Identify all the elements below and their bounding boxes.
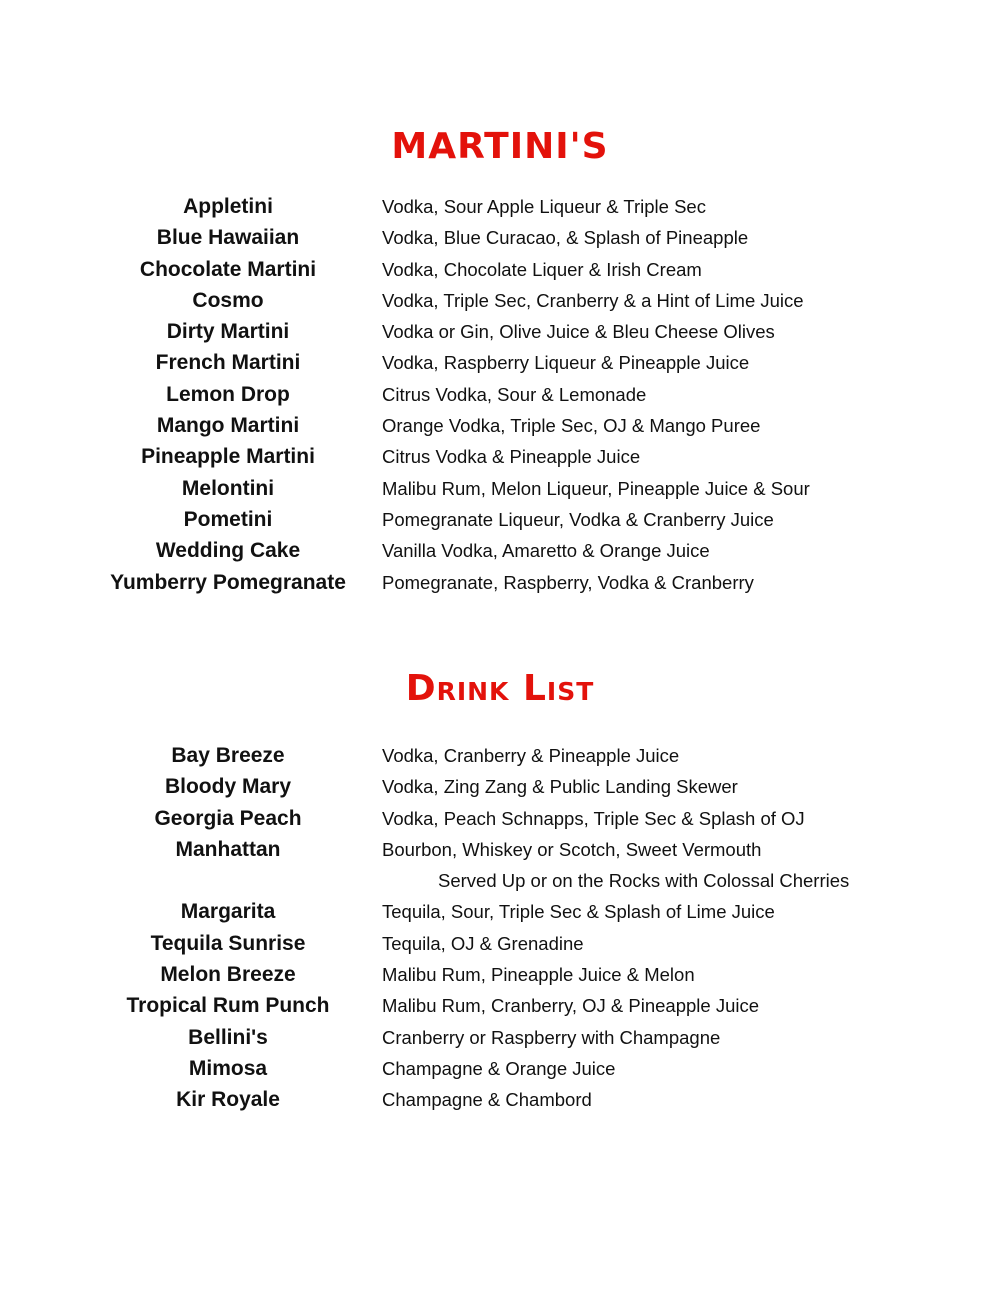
- menu-item: [0, 379, 1000, 410]
- drink-description: Tequila, OJ & Grenadine: [382, 932, 584, 954]
- menu-item: [0, 740, 1000, 771]
- drink-description: Vodka, Sour Apple Liqueur & Triple Sec: [382, 196, 706, 217]
- menu-item: [0, 928, 1000, 959]
- drink-description: Vodka, Peach Schnapps, Triple Sec & Splash of OJ: [382, 807, 805, 829]
- menu-item: [0, 222, 1000, 253]
- menu-item: [0, 441, 1000, 472]
- martinis-section-title: MARTINI'S: [391, 126, 609, 167]
- menu-item: [0, 834, 1000, 897]
- drink-name: French Martini: [155, 351, 301, 375]
- drink-description: Vodka, Raspberry Liqueur & Pineapple Juice: [382, 352, 750, 374]
- martini-list: [0, 191, 1000, 598]
- drink-description: Pomegranate, Raspberry, Vodka & Cranberry: [382, 571, 754, 593]
- menu-item: [0, 535, 1000, 566]
- drink-name: Cosmo: [192, 288, 264, 312]
- drink-name: Chocolate Martini: [139, 257, 317, 281]
- menu-item: [0, 473, 1000, 504]
- drink-description: Vodka, Zing Zang & Public Landing Skewer: [382, 776, 738, 798]
- drink-description: Bourbon, Whiskey or Scotch, Sweet Vermouth: [382, 838, 762, 860]
- drink-description: Champagne & Chambord: [382, 1089, 592, 1111]
- menu-item: [0, 990, 1000, 1021]
- drink-name: Pineapple Martini: [141, 445, 315, 469]
- drink-name: Margarita: [180, 900, 276, 924]
- drink-description: Vodka, Cranberry & Pineapple Juice: [382, 745, 680, 766]
- menu-item: [0, 567, 1000, 598]
- menu-item: [0, 896, 1000, 927]
- drink-list: [0, 740, 1000, 1116]
- drink-name: Blue Hawaiian: [156, 226, 300, 250]
- menu-item: [0, 347, 1000, 378]
- drink-description: Malibu Rum, Cranberry, OJ & Pineapple Juice: [382, 995, 760, 1017]
- drink-name: Bay Breeze: [171, 744, 285, 767]
- menu-item: [0, 191, 1000, 222]
- menu-item: [0, 1022, 1000, 1053]
- menu-item: [0, 959, 1000, 990]
- drink-name: Dirty Martini: [166, 320, 290, 344]
- drink-description: Cranberry or Raspberry with Champagne: [382, 1026, 721, 1048]
- drink-name: Mimosa: [188, 1056, 268, 1080]
- drink-name: Tropical Rum Punch: [126, 994, 330, 1018]
- menu-item: [0, 254, 1000, 285]
- drink-description: Champagne & Orange Juice: [382, 1057, 616, 1079]
- menu-item: [0, 1084, 1000, 1115]
- drink-description-continued: Served Up or on the Rocks with Colossal Cherries: [438, 869, 850, 891]
- drink-name: Manhattan: [175, 837, 281, 861]
- drink-name: Melontini: [181, 476, 275, 500]
- drink-description: Vodka or Gin, Olive Juice & Bleu Cheese Olives: [382, 321, 775, 343]
- drink-list-section-title: Drink List: [405, 668, 595, 709]
- menu-item: [0, 410, 1000, 441]
- drink-description: Vodka, Blue Curacao, & Splash of Pineapple: [382, 227, 749, 249]
- drink-description: Orange Vodka, Triple Sec, OJ & Mango Puree: [382, 415, 761, 437]
- drink-name: Tequila Sunrise: [150, 931, 306, 955]
- menu-item: [0, 771, 1000, 802]
- drink-description: Vodka, Triple Sec, Cranberry & a Hint of Lime Juice: [382, 289, 804, 311]
- drink-description: Vanilla Vodka, Amaretto & Orange Juice: [382, 540, 710, 562]
- menu-item: [0, 803, 1000, 834]
- menu-item: [0, 1053, 1000, 1084]
- drink-description: Citrus Vodka, Sour & Lemonade: [382, 383, 647, 405]
- menu-item: [0, 504, 1000, 535]
- drink-name: Lemon Drop: [166, 382, 290, 406]
- drink-name: Pometini: [183, 507, 273, 531]
- drink-name: Mango Martini: [156, 414, 300, 438]
- menu-item: [0, 316, 1000, 347]
- drink-description: Malibu Rum, Melon Liqueur, Pineapple Juice & Sour: [382, 477, 810, 499]
- drink-description: Vodka, Chocolate Liquer & Irish Cream: [382, 258, 702, 280]
- drink-name: Yumberry Pomegranate: [110, 570, 346, 594]
- drink-description: Tequila, Sour, Triple Sec & Splash of Lime Juice: [382, 901, 775, 923]
- drink-description: Citrus Vodka & Pineapple Juice: [382, 446, 641, 468]
- drink-description: Pomegranate Liqueur, Vodka & Cranberry Juice: [382, 508, 774, 530]
- drink-name: Appletini: [183, 195, 273, 218]
- drink-name: Kir Royale: [176, 1088, 280, 1112]
- menu-item: [0, 285, 1000, 316]
- drink-name: Bellini's: [188, 1025, 268, 1049]
- drink-name: Melon Breeze: [160, 963, 296, 987]
- drink-name: Georgia Peach: [154, 806, 302, 830]
- drink-name: Bloody Mary: [164, 775, 292, 799]
- drink-description: Malibu Rum, Pineapple Juice & Melon: [382, 964, 695, 986]
- drink-name: Wedding Cake: [155, 539, 301, 563]
